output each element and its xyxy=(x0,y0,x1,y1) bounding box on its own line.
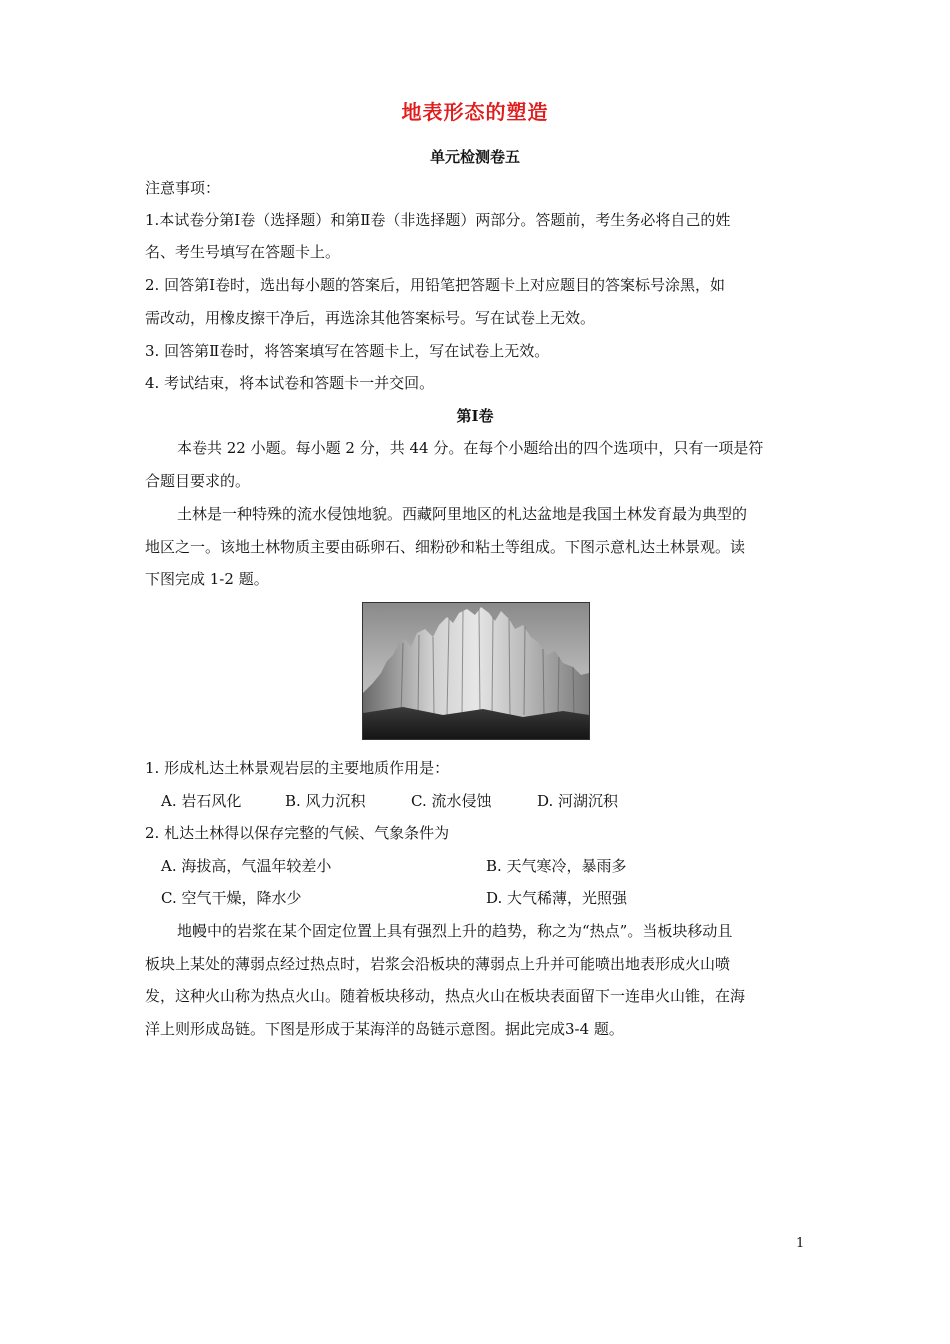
question-stem: 1. 形成札达土林景观岩层的主要地质作用是： xyxy=(145,759,450,777)
passage-line: 下图完成 1-2 题。 xyxy=(145,570,269,588)
passage-line: 板块上某处的薄弱点经过热点时，岩浆会沿板块的薄弱点上升并可能喷出地表形成火山喷 xyxy=(145,955,731,973)
section-heading: 第Ⅰ卷 xyxy=(456,407,494,425)
notice-line: 2. 回答第Ⅰ卷时，选出每小题的答案后，用铅笔把答题卡上对应题目的答案标号涂黑，如 xyxy=(145,276,726,294)
answer-option: D. 大气稀薄，光照强 xyxy=(486,889,628,907)
section-intro-line: 合题目要求的。 xyxy=(145,472,251,490)
answer-option: B. 天气寒冷，暴雨多 xyxy=(486,857,627,875)
notice-line: 需改动，用橡皮擦干净后，再选涂其他答案标号。写在试卷上无效。 xyxy=(145,309,596,327)
answer-option: D. 河湖沉积 xyxy=(537,792,619,810)
notice-heading: 注意事项： xyxy=(145,179,221,197)
answer-option: A. 岩石风化 xyxy=(161,792,242,810)
section-intro-line: 本卷共 22 小题。每小题 2 分，共 44 分。在每个小题给出的四个选项中，只有一项是符 xyxy=(177,439,764,457)
answer-option: C. 空气干燥，降水少 xyxy=(161,889,302,907)
notice-line: 3. 回答第Ⅱ卷时，将答案填写在答题卡上，写在试卷上无效。 xyxy=(145,342,550,360)
question-stem: 2. 札达土林得以保存完整的气候、气象条件为 xyxy=(145,824,450,842)
passage-line: 地区之一。该地土林物质主要由砾卵石、细粉砂和粘土等组成。下图示意札达土林景观。读 xyxy=(145,538,746,556)
notice-line: 1.本试卷分第Ⅰ卷（选择题）和第Ⅱ卷（非选择题）两部分。答题前，考生务必将自己的姓 xyxy=(145,211,731,229)
answer-option: B. 风力沉积 xyxy=(285,792,366,810)
passage-line: 发，这种火山称为热点火山。随着板块移动，热点火山在板块表面留下一连串火山锥，在海 xyxy=(145,987,746,1005)
notice-line: 名、考生号填写在答题卡上。 xyxy=(145,243,341,261)
answer-option: A. 海拔高，气温年较差小 xyxy=(161,857,332,875)
passage-line: 地幔中的岩浆在某个固定位置上具有强烈上升的趋势，称之为“热点”。当板块移动且 xyxy=(177,922,733,940)
page-number: 1 xyxy=(796,1236,805,1251)
notice-line: 4. 考试结束，将本试卷和答题卡一并交回。 xyxy=(145,374,435,392)
page-subtitle: 单元检测卷五 xyxy=(429,148,520,166)
zanda-earth-forest-photo xyxy=(362,602,590,740)
answer-option: C. 流水侵蚀 xyxy=(411,792,492,810)
passage-line: 土林是一种特殊的流水侵蚀地貌。西藏阿里地区的札达盆地是我国土林发育最为典型的 xyxy=(177,505,748,523)
page-title: 地表形态的塑造 xyxy=(401,100,549,124)
passage-line: 洋上则形成岛链。下图是形成于某海洋的岛链示意图。据此完成3-4 题。 xyxy=(145,1020,624,1038)
